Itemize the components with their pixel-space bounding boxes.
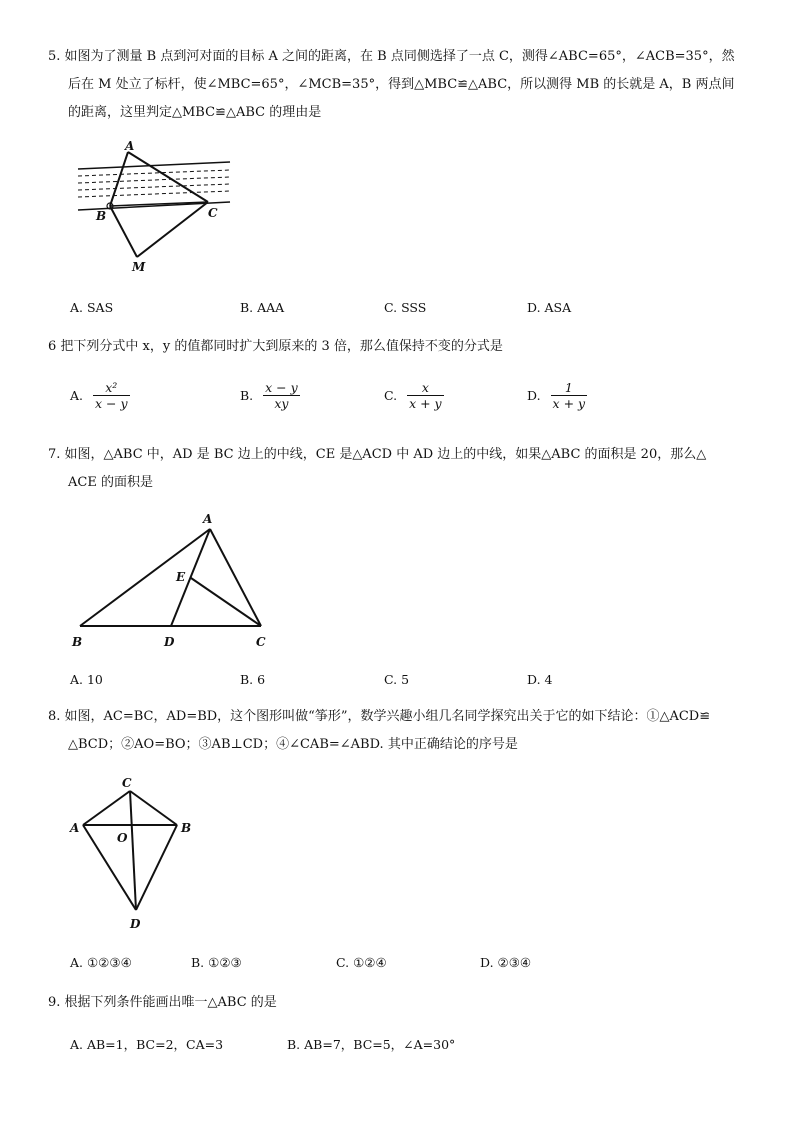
q6-option-c[interactable] xyxy=(384,380,444,411)
q6-option-a-numerator: x² xyxy=(93,380,130,396)
q6-option-d-numerator: 1 xyxy=(551,380,588,396)
q8-label-o: O xyxy=(117,831,128,845)
q5-text-line-2: 后在 M 处立了标杆，使∠MBC=65°，∠MCB=35°，得到△MBC≌△ABC，所以测得 MB 的长就是 A，B 两点间 xyxy=(68,77,735,92)
q7-text-line-2: ACE 的面积是 xyxy=(68,475,153,490)
q5-option-d[interactable]: D. ASA xyxy=(527,300,572,315)
q6-option-c-denominator: x + y xyxy=(409,396,442,411)
q8-label-d: D xyxy=(130,917,141,931)
q6-option-a-denominator: x − y xyxy=(95,396,128,411)
q5-river-figure xyxy=(70,140,250,275)
q7-label-e: E xyxy=(176,570,186,584)
q6-option-a-label: A. xyxy=(70,387,84,403)
q6-option-d-denominator: x + y xyxy=(552,396,586,411)
q8-label-b: B xyxy=(181,821,192,835)
q7-label-c: C xyxy=(256,635,266,649)
q8-text-line-1: 8. 如图，AC=BC，AD=BD，这个图形叫做“筝形”，数学兴趣小组几名同学探究出关于它的如下结论：①△ACD≌ xyxy=(48,709,711,724)
q5-option-b[interactable]: B. AAA xyxy=(240,300,285,315)
q5-label-a: A xyxy=(125,139,135,153)
q8-text-line-2: △BCD；②AO=BO；③AB⊥CD；④∠CAB=∠ABD. 其中正确结论的序号是 xyxy=(68,737,518,752)
q7-option-b[interactable]: B. 6 xyxy=(240,672,266,687)
q7-label-b: B xyxy=(72,635,83,649)
q8-label-c: C xyxy=(122,776,132,790)
q6-option-b-label: B. xyxy=(240,387,254,403)
q6-option-b[interactable] xyxy=(240,380,300,411)
q6-option-c-fraction xyxy=(407,380,444,411)
q7-text-line-1: 7. 如图，△ABC 中，AD 是 BC 边上的中线，CE 是△ACD 中 AD 边上的中线，如果△ABC 的面积是 20，那么△ xyxy=(48,447,707,462)
q5-option-c[interactable]: C. SSS xyxy=(384,300,427,315)
q7-triangle-figure xyxy=(60,505,290,655)
q8-option-a[interactable]: A. ①②③④ xyxy=(70,955,132,970)
q6-option-c-label: C. xyxy=(384,387,398,403)
q7-label-a: A xyxy=(203,512,213,526)
q6-option-b-denominator: xy xyxy=(274,396,289,411)
q8-option-d[interactable]: D. ②③④ xyxy=(480,955,532,970)
q5-option-a[interactable]: A. SAS xyxy=(70,300,114,315)
q6-option-d[interactable] xyxy=(527,380,587,411)
q8-option-c[interactable]: C. ①②④ xyxy=(336,955,387,970)
q6-text-line-1: 6 把下列分式中 x，y 的值都同时扩大到原来的 3 倍，那么值保持不变的分式是 xyxy=(48,339,503,354)
q5-text-line-3: 的距离，这里判定△MBC≌△ABC 的理由是 xyxy=(68,105,322,120)
q8-label-a: A xyxy=(70,821,80,835)
q6-option-d-fraction xyxy=(551,380,588,411)
q9-option-b[interactable]: B. AB=7，BC=5，∠A=30° xyxy=(287,1037,456,1052)
q6-option-d-label: D. xyxy=(527,387,541,403)
q9-text-line-1: 9. 根据下列条件能画出唯一△ABC 的是 xyxy=(48,995,277,1010)
q7-option-a[interactable]: A. 10 xyxy=(70,672,103,687)
q5-label-c: C xyxy=(208,206,218,220)
q5-label-m: M xyxy=(132,260,146,274)
q8-kite-figure xyxy=(60,770,210,935)
q6-option-a[interactable] xyxy=(70,380,130,411)
q6-option-c-numerator: x xyxy=(407,380,444,396)
q6-option-b-fraction xyxy=(263,380,300,411)
q6-option-b-numerator: x − y xyxy=(265,380,298,395)
q9-option-a[interactable]: A. AB=1，BC=2，CA=3 xyxy=(70,1037,224,1052)
q7-label-d: D xyxy=(164,635,175,649)
q7-option-d[interactable]: D. 4 xyxy=(527,672,553,687)
q5-label-b: B xyxy=(96,209,107,223)
q6-option-a-fraction xyxy=(93,380,130,411)
q7-option-c[interactable]: C. 5 xyxy=(384,672,410,687)
q8-option-b[interactable]: B. ①②③ xyxy=(191,955,242,970)
q5-text-line-1: 5. 如图为了测量 B 点到河对面的目标 A 之间的距离，在 B 点同侧选择了一点 C，测得∠ABC=65°，∠ACB=35°，然 xyxy=(48,49,735,64)
